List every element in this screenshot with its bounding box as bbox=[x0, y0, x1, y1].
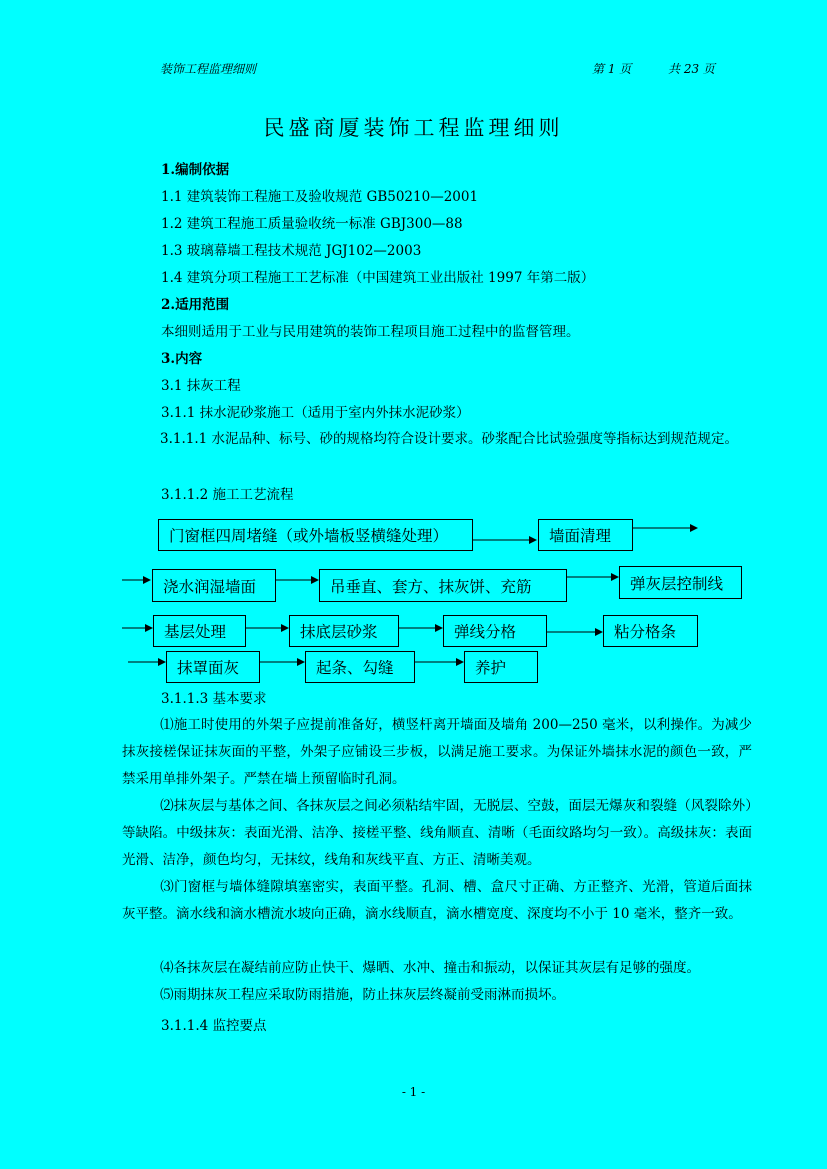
flow-step-curing: 养护 bbox=[464, 651, 538, 683]
section-1-heading: 1.编制依据 bbox=[161, 162, 230, 178]
requirement-2 bbox=[122, 793, 752, 874]
requirement-5 bbox=[122, 982, 752, 1009]
paragraph-text: 3.1.1.1 水泥品种、标号、砂的规格均符合设计要求。砂浆配合比试验强度等指标达到规范规定。 bbox=[160, 431, 739, 447]
flow-step-grid-line: 弹线分格 bbox=[443, 615, 547, 647]
section-3-heading: 3.内容 bbox=[161, 351, 203, 367]
requirement-text: ⑸雨期抹灰工程应采取防雨措施，防止抹灰层终凝前受雨淋而损坏。 bbox=[160, 987, 565, 1003]
requirement-1 bbox=[122, 712, 752, 793]
requirement-4 bbox=[122, 955, 752, 982]
subsection-heading: 3.1.1.2 施工工艺流程 bbox=[161, 487, 294, 503]
paragraph-cement-spec bbox=[122, 426, 752, 453]
scope-text: 本细则适用于工业与民用建筑的装饰工程项目施工过程中的监督管理。 bbox=[161, 324, 580, 340]
document-title: 民盛商厦装饰工程监理细则 bbox=[263, 116, 564, 140]
reference-item: 1.3 玻璃幕墙工程技术规范 JGJ102—2003 bbox=[161, 243, 422, 259]
flow-step-base-treatment: 基层处理 bbox=[153, 615, 246, 647]
header-doc-name: 装饰工程监理细则 bbox=[160, 62, 257, 76]
requirement-text: ⑶门窗框与墙体缝隙填塞密实，表面平整。孔洞、槽、盒尺寸正确、方正整齐、光滑，管道后面抹灰平整。滴水线和滴水槽流水坡向正确，滴水线顺直，滴水槽宽度、深度均不小于 10 毫米，整齐一致。 bbox=[122, 879, 752, 922]
flow-step-wet-wall: 浇水润湿墙面 bbox=[152, 569, 276, 602]
reference-item: 1.2 建筑工程施工质量验收统一标准 GBJ300—88 bbox=[161, 216, 463, 232]
subsection-heading: 3.1.1.3 基本要求 bbox=[161, 691, 267, 707]
subsection-heading: 3.1.1.4 监控要点 bbox=[161, 1018, 267, 1034]
reference-item: 1.1 建筑装饰工程施工及验收规范 GB50210—2001 bbox=[161, 189, 479, 205]
section-2-heading: 2.适用范围 bbox=[161, 297, 230, 313]
reference-item: 1.4 建筑分项工程施工工艺标准（中国建筑工业出版社 1997 年第二版） bbox=[161, 270, 595, 286]
flow-step-clean-wall: 墙面清理 bbox=[538, 519, 633, 551]
flow-step-plumb: 吊垂直、套方、抹灰饼、充筋 bbox=[319, 569, 567, 602]
requirement-text: ⑵抹灰层与基体之间、各抹灰层之间必须粘结牢固，无脱层、空鼓，面层无爆灰和裂缝（风裂除外）等缺陷。中级抹灰：表面光滑、洁净、接槎平整、线角顺直、清晰（毛面纹路均匀一致）。高级抹灰：表面光滑、洁净，颜色均匀，无抹纹，线角和灰线平直、方正、清晰美观。 bbox=[122, 798, 752, 868]
flow-step-finish-coat: 抹罩面灰 bbox=[166, 651, 260, 683]
page-number: - 1 - bbox=[401, 1085, 426, 1099]
header-total-info: 共 23 页 bbox=[668, 62, 715, 76]
requirement-3 bbox=[122, 874, 752, 928]
flow-step-joint: 起条、勾缝 bbox=[305, 651, 415, 683]
requirement-text: ⑷各抹灰层在凝结前应防止快干、爆晒、水冲、撞击和振动，以保证其灰层有足够的强度。 bbox=[160, 960, 700, 976]
requirement-text: ⑴施工时使用的外架子应提前准备好，横竖杆离开墙面及墙角 200—250 毫米，以利操作。为减少抹灰接槎保证抹灰面的平整，外架子应铺设三步板，以满足施工要求。为保证外墙抹水泥的颜色一致，严禁采用单排外架子。严禁在墙上预留临时孔洞。 bbox=[122, 717, 752, 787]
subsection-heading: 3.1.1 抹水泥砂浆施工（适用于室内外抹水泥砂浆） bbox=[161, 405, 470, 421]
flow-step-control-line: 弹灰层控制线 bbox=[619, 566, 742, 599]
flow-step-seal-frame: 门窗框四周堵缝（或外墙板竖横缝处理） bbox=[158, 519, 473, 551]
header-page-info: 第 1 页 bbox=[592, 62, 632, 76]
subsection-heading: 3.1 抹灰工程 bbox=[161, 378, 241, 394]
flow-step-base-mortar: 抹底层砂浆 bbox=[289, 615, 399, 647]
flow-step-grid-strip: 粘分格条 bbox=[603, 615, 698, 647]
